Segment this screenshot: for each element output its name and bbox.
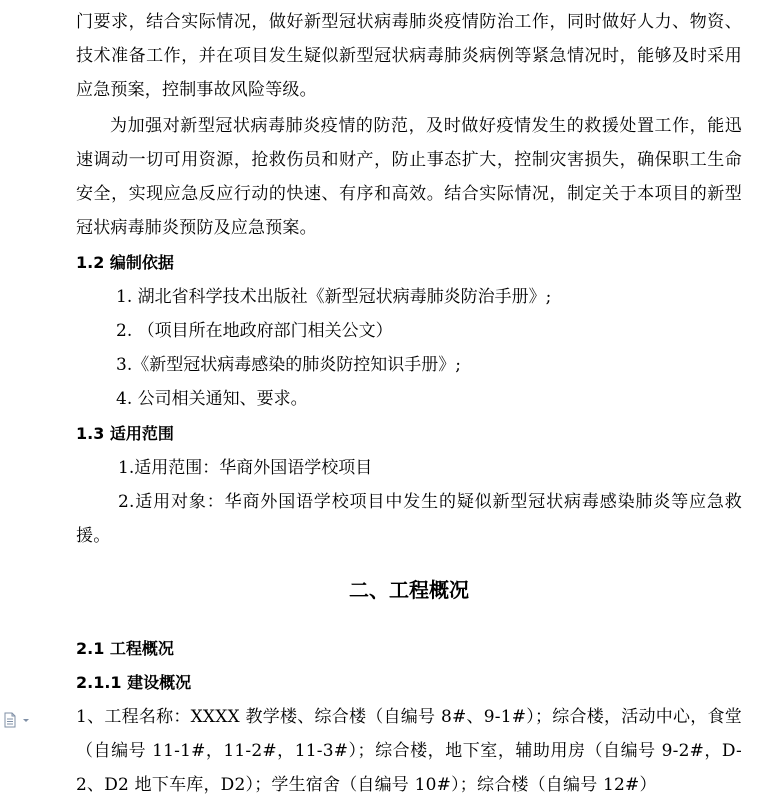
document-options-icon[interactable]	[4, 712, 34, 728]
list-item: 4. 公司相关通知、要求。	[116, 389, 308, 409]
chapter-title: 二、工程概况	[349, 578, 469, 602]
paragraph-purpose: 为加强对新型冠状病毒肺炎疫情的防范，及时做好疫情发生的救援处置工作，能迅速调动一切可用资源，抢救伤员和财产，防止事态扩大，控制灾害损失，确保职工生命安全，实现应急反应行动的快速、有序和高效。结合实际情况，制定关于本项目的新型冠状病毒肺炎预防及应急预案。	[76, 116, 742, 238]
paragraph-intro: 门要求，结合实际情况，做好新型冠状病毒肺炎疫情防治工作，同时做好人力、物资、技术准备工作，并在项目发生疑似新型冠状病毒肺炎病例等紧急情况时，能够及时采用应急预案，控制事故风险等级。	[76, 12, 742, 100]
list-item: 1. 湖北省科学技术出版社《新型冠状病毒肺炎防治手册》;	[116, 287, 552, 307]
scope-item: 1.适用范围：华商外国语学校项目	[118, 458, 373, 478]
list-item: 3.《新型冠状病毒感染的肺炎防控知识手册》;	[116, 355, 461, 375]
section-heading-1-3: 1.3 适用范围	[76, 424, 174, 443]
scope-target-item: 2.适用对象：华商外国语学校项目中发生的疑似新型冠状病毒感染肺炎等应急救援。	[76, 492, 742, 546]
list-item: 2. （项目所在地政府部门相关公文）	[116, 321, 393, 341]
paragraph-project-name: 1、工程名称：XXXX 教学楼、综合楼（自编号 8#、9-1#）；综合楼，活动中心，食堂（自编号 11-1#，11-2#，11-3#）；综合楼，地下室，辅助用房（自编号 9-2#，D-2、D2 地下车库，D2）；学生宿舍（自编号 10#）；综合楼（自编号 12#）	[76, 707, 742, 795]
section-heading-2-1-1: 2.1.1 建设概况	[76, 673, 192, 692]
section-heading-2-1: 2.1 工程概况	[76, 639, 174, 658]
section-heading-1-2: 1.2 编制依据	[76, 253, 174, 272]
